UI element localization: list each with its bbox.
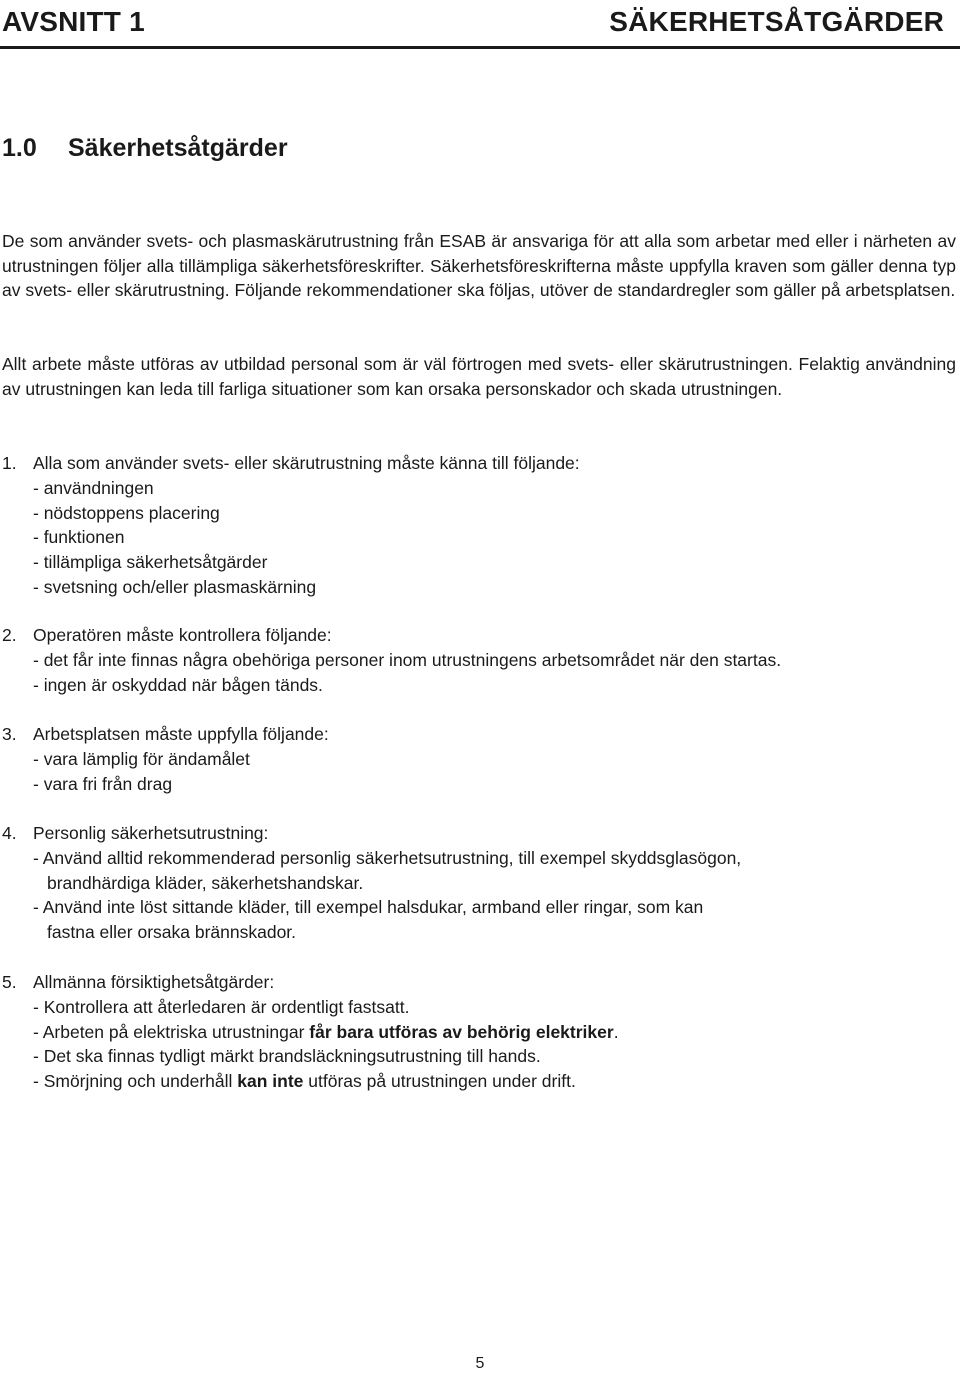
list-item-continuation: fastna eller orsaka brännskador. xyxy=(47,922,297,943)
list-item-text: - Arbeten på elektriska utrustningar xyxy=(33,1021,310,1042)
list-item: - funktionen xyxy=(33,527,125,548)
list-item: - Använd inte löst sittande kläder, till exempel halsdukar, armband eller ringar, som kan xyxy=(33,897,704,918)
list-item: - användningen xyxy=(33,477,154,498)
item-heading-text: Operatören måste kontrollera följande: xyxy=(33,625,332,645)
list-item xyxy=(2,1020,956,1045)
item-number: 5. xyxy=(2,972,17,992)
item-heading-text: Personlig säkerhetsutrustning: xyxy=(33,823,269,843)
emphasis-text: kan inte xyxy=(237,1071,304,1092)
section-number: 1.0 xyxy=(2,134,37,162)
list-item: - vara lämplig för ändamålet xyxy=(33,748,250,769)
item-heading xyxy=(2,722,956,747)
item-heading xyxy=(2,451,956,476)
list-item: - Kontrollera att återledaren är ordentligt fastsatt. xyxy=(33,996,410,1017)
list-item: - nödstoppens placering xyxy=(33,502,220,523)
numbered-item-5 xyxy=(2,970,956,1094)
section-heading: SÄKERHETSÅTGÄRDER xyxy=(609,6,944,37)
list-item: - det får inte finnas några obehöriga personer inom utrustningens arbetsområdet när den startas. xyxy=(33,649,782,670)
numbered-item-2 xyxy=(2,623,956,697)
list-item: - vara fri från drag xyxy=(33,773,173,794)
emphasis-text: får bara utföras av behörig elektriker xyxy=(309,1021,614,1042)
numbered-item-1 xyxy=(2,451,956,600)
item-number: 1. xyxy=(2,453,17,473)
warning-paragraph: Allt arbete måste utföras av utbildad personal som är väl förtrogen med svets- eller skärutrustningen. Felaktig användning av utrustningen kan leda till farliga situationer som kan orsaka personskador och skada utrustningen. xyxy=(2,354,956,399)
list-item: - Det ska finnas tydligt märkt brandsläckningsutrustning till hands. xyxy=(33,1046,541,1067)
page-number: 5 xyxy=(475,1355,485,1372)
item-number: 4. xyxy=(2,823,17,843)
list-item-text: . xyxy=(613,1021,619,1042)
section-title-text: Säkerhetsåtgärder xyxy=(68,134,288,162)
list-item: - tillämpliga säkerhetsåtgärder xyxy=(33,552,268,573)
intro-paragraph: De som använder svets- och plasmaskärutrustning från ESAB är ansvariga för att alla som arbetar med eller i närheten av utrustningen följer alla tillämpliga säkerhetsföreskrifter. Säkerhetsföreskrifterna måste uppfylla kraven som gäller denna typ av svets- eller skärutrustning. Följande rekommendationer ska följas, utöver de standardregler som gäller på arbetsplatsen. xyxy=(2,231,956,300)
item-number: 3. xyxy=(2,724,17,744)
section-title xyxy=(2,134,288,163)
list-item: - ingen är oskyddad när bågen tänds. xyxy=(33,674,323,695)
list-item-text: - Smörjning och underhåll xyxy=(33,1071,238,1092)
numbered-item-4 xyxy=(2,821,956,945)
item-heading xyxy=(2,623,956,648)
page-header xyxy=(0,4,960,42)
list-item-text: utföras på utrustningen under drift. xyxy=(303,1071,576,1092)
item-heading xyxy=(2,970,956,995)
item-heading-text: Allmänna försiktighetsåtgärder: xyxy=(33,972,275,992)
item-number: 2. xyxy=(2,625,17,645)
item-heading-text: Arbetsplatsen måste uppfylla följande: xyxy=(33,724,329,744)
item-heading-text: Alla som använder svets- eller skärutrustning måste känna till följande: xyxy=(33,453,580,473)
list-item-continuation: brandhärdiga kläder, säkerhetshandskar. xyxy=(47,872,364,893)
list-item: - Använd alltid rekommenderad personlig säkerhetsutrustning, till exempel skyddsglasögon, xyxy=(33,847,742,868)
section-label: AVSNITT 1 xyxy=(2,6,145,37)
header-divider xyxy=(0,46,960,49)
item-heading xyxy=(2,821,956,846)
list-item: - svetsning och/eller plasmaskärning xyxy=(33,576,317,597)
numbered-item-3 xyxy=(2,722,956,796)
list-item xyxy=(2,1069,956,1094)
